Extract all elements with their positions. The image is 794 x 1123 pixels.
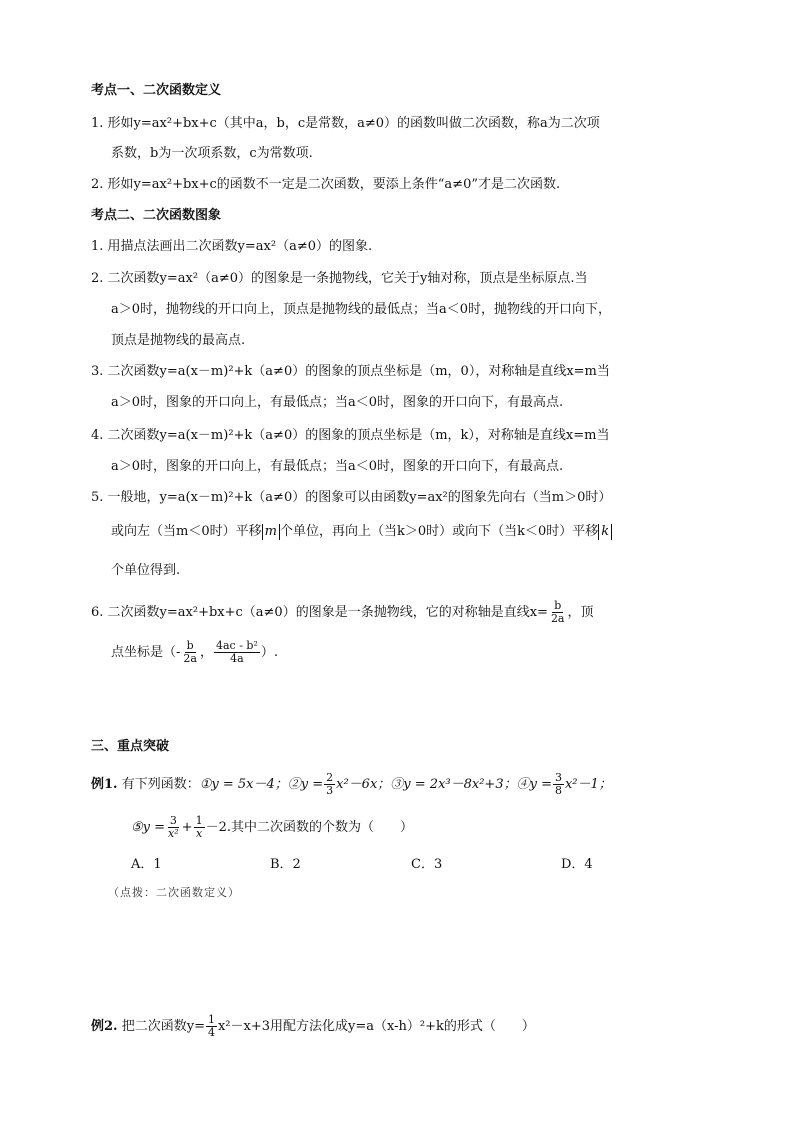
fraction-numerator: 1 [195, 814, 203, 827]
function-5-suffix: －2.其中二次函数的个数为（ ） [205, 820, 413, 835]
s2-item1: 1. 用描点法画出二次函数y=ax²（a≠0）的图象. [91, 239, 373, 254]
fraction-numerator: b [554, 599, 562, 612]
s2-item5-line2 [111, 523, 612, 541]
abs-m: m [262, 524, 280, 540]
abs-k: k [598, 524, 612, 540]
s2-item5-line2-part2: 个单位，再向上（当k＞0时）或向下（当k＜0时）平移 [279, 524, 599, 539]
s2-item6-line1-part1: 6. 二次函数y=ax²+bx+c（a≠0）的图象是一条抛物线，它的对称轴是直线x= [91, 605, 548, 620]
fraction-numerator: 3 [169, 814, 177, 827]
fraction-numerator: 2 [326, 771, 334, 784]
example2-line [91, 1014, 535, 1039]
fraction-numerator: b [186, 639, 194, 652]
section2-title: 考点二、二次函数图象 [91, 208, 222, 223]
function-4-fraction [553, 772, 564, 797]
example2-part1: 把二次函数y= [121, 1019, 205, 1034]
fraction-denominator: 8 [554, 784, 562, 797]
function-3: ③y = 2x³－8x²+3； [390, 777, 517, 792]
fraction-denominator: x [195, 827, 203, 840]
example1-label: 例1. [91, 777, 118, 792]
function-5-prefix: ⑤y = [131, 820, 166, 835]
function-2-fraction [324, 772, 335, 797]
s1-item1-line1: 1. 形如y=ax²+bx+c（其中a，b，c是常数，a≠0）的函数叫做二次函数，称a为二次项 [91, 116, 600, 131]
example2-label: 例2. [91, 1019, 118, 1034]
s2-item4-line1: 4. 二次函数y=a(x－m)²+k（a≠0）的图象的顶点坐标是（m，k），对称轴是直线x=m当 [91, 428, 610, 443]
fraction-denominator: x² [168, 827, 179, 840]
s1-item1-line2: 系数，b为一次项系数，c为常数项. [111, 146, 313, 161]
function-4-suffix: x²－1； [564, 777, 612, 792]
vertex-x-fraction [181, 640, 199, 665]
section1-title: 考点一、二次函数定义 [91, 83, 222, 98]
s2-item5-line3: 个单位得到. [111, 563, 181, 578]
s2-item3-line2: a＞0时，图象的开口向上，有最低点；当a＜0时，图象的开口向下，有最高点. [111, 395, 564, 410]
s2-item5-line1: 5. 一般地，y=a(x－m)²+k（a≠0）的图象可以由函数y=ax²的图象先向右（当m＞0时） [91, 490, 612, 505]
section3-title: 三、重点突破 [91, 739, 170, 754]
function-2-suffix: x²－6x； [336, 777, 391, 792]
example1-line1 [91, 772, 612, 797]
s2-item6-line2-part1: 点坐标是（- [111, 645, 181, 660]
fraction-denominator: 4 [207, 1026, 215, 1039]
option-b: B．2 [270, 857, 301, 872]
fraction-denominator: 2a [183, 652, 197, 665]
example2-fraction [206, 1014, 217, 1039]
s2-item4-line2: a＞0时，图象的开口向上，有最低点；当a＜0时，图象的开口向下，有最高点. [111, 459, 564, 474]
option-d: D．4 [561, 857, 593, 872]
option-a: A．1 [131, 857, 162, 872]
example1-note: （点拨：二次函数定义） [108, 886, 240, 899]
fraction-numerator: 1 [207, 1013, 215, 1026]
function-1: ①y = 5x－4； [199, 777, 288, 792]
example1-intro: 有下列函数： [121, 777, 200, 792]
function-4-prefix: ④y = [516, 777, 552, 792]
s2-item6-line1 [91, 600, 594, 625]
s2-item6-line1-part2: ，顶 [567, 605, 594, 620]
fraction-numerator: 4ac - b² [215, 639, 258, 652]
vertex-y-fraction [214, 640, 260, 665]
s2-item6-line2-part2: ）. [260, 645, 279, 660]
fraction-numerator: 3 [554, 771, 562, 784]
function-5-fraction-1 [166, 815, 181, 840]
function-5-fraction-2 [194, 815, 205, 840]
fraction-denominator: 3 [326, 784, 334, 797]
function-5-plus: + [181, 820, 193, 835]
example2-part2: x²－x+3用配方法化成y=a（x-h）²+k的形式（ ） [217, 1019, 535, 1034]
fraction-denominator: 4a [230, 652, 244, 665]
s2-item5-line2-part1: 或向左（当m＜0时）平移 [111, 524, 262, 539]
axis-fraction [549, 600, 567, 625]
fraction-denominator: 2a [550, 612, 565, 625]
s2-item6-sep: ， [199, 645, 213, 660]
s2-item6-line2 [111, 640, 278, 665]
s2-item3-line1: 3. 二次函数y=a(x－m)²+k（a≠0）的图象的顶点坐标是（m，0），对称轴是直线x=m当 [91, 364, 610, 379]
s1-item2: 2. 形如y=ax²+bx+c的函数不一定是二次函数，要添上条件“a≠0”才是二次函数. [91, 177, 561, 192]
example1-line2 [131, 815, 413, 840]
s2-item2-line2: a＞0时，抛物线的开口向上，顶点是抛物线的最低点；当a＜0时，抛物线的开口向下， [111, 302, 612, 317]
s2-item2-line1: 2. 二次函数y=ax²（a≠0）的图象是一条抛物线，它关于y轴对称，顶点是坐标原点.当 [91, 271, 588, 286]
function-2-prefix: ②y = [287, 777, 324, 792]
s2-item2-line3: 顶点是抛物线的最高点. [111, 333, 246, 348]
option-c: C．3 [411, 857, 443, 872]
